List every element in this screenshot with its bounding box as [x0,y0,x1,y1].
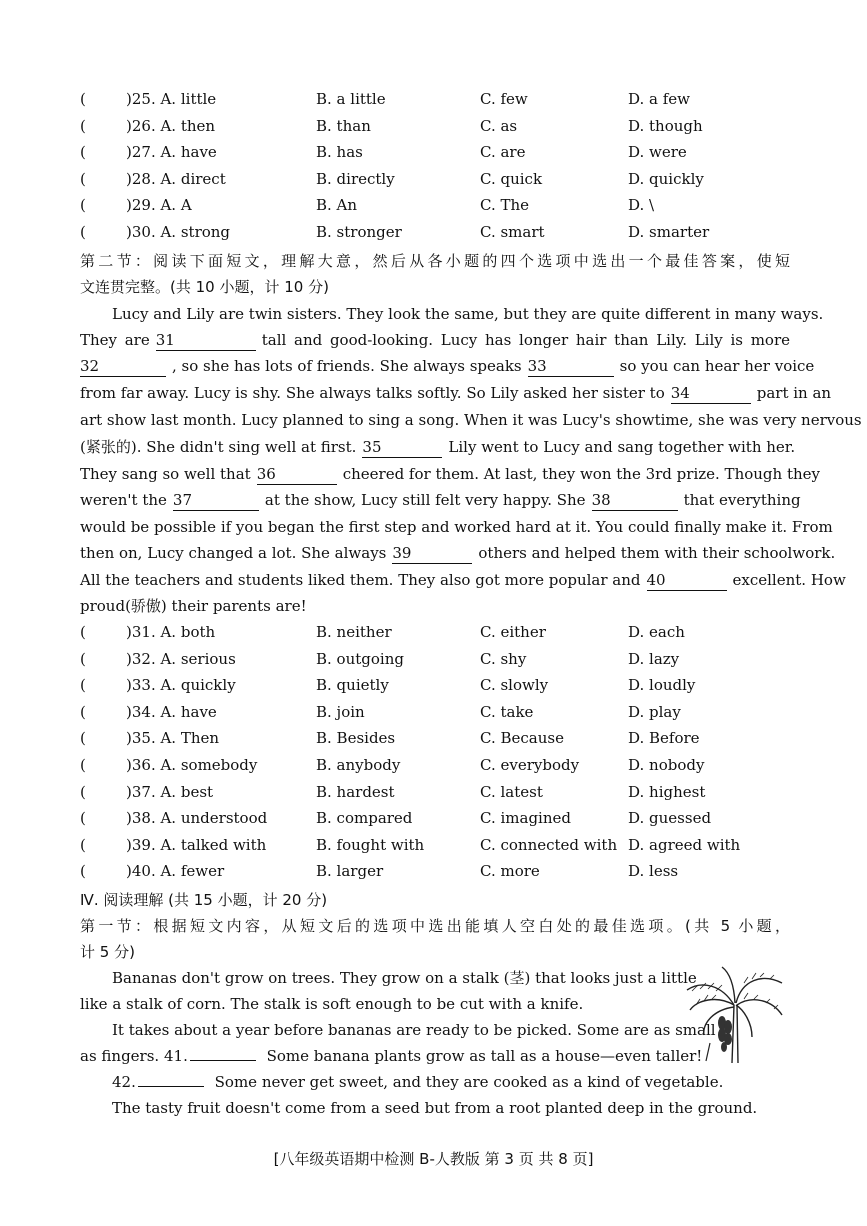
answer-bracket[interactable]: ( [80,196,86,215]
passage-line [80,353,815,379]
answer-bracket[interactable]: ( [80,143,86,162]
passage-line [80,461,820,487]
option-d: D. play [628,702,681,721]
option-d: D. highest [628,782,706,801]
option-c: C. latest [480,782,543,801]
passage-text: so you can hear her voice [619,357,815,375]
passage-line [80,434,796,460]
option-a: )33. A. quickly [126,676,236,695]
option-c: C. connected with [480,835,618,854]
answer-bracket[interactable]: ( [80,676,86,695]
passage-line [80,327,790,353]
option-c: C. shy [480,649,527,668]
answer-bracket[interactable]: ( [80,729,86,748]
option-b: B. hardest [316,782,395,801]
passage-text: cheered for them. At last, they won the 3rd prize. Though they [342,465,820,483]
passage-line [80,540,836,566]
answer-bracket[interactable]: ( [80,702,86,721]
option-b: B. anybody [316,756,401,774]
passage-line [80,487,801,513]
answer-bracket[interactable]: ( [80,649,86,668]
option-b: B. neither [316,623,392,641]
passage-text: Lily went to Lucy and sang together with her. [448,438,796,456]
question-row [80,87,792,111]
option-a: )37. A. best [126,782,214,801]
option-b: B. Besides [316,729,396,748]
passage-text: , so she has lots of friends. She always speaks [172,357,522,375]
passage-line: art show last month. Lucy planned to sing a song. When it was Lucy's showtime, she was very nervous [80,411,862,429]
blank-31[interactable]: 31 [156,330,256,351]
blank-39[interactable]: 39 [392,543,472,564]
option-a: )25. A. little [126,90,217,108]
option-a: )31. A. both [126,623,216,641]
passage-text: part in an [756,384,832,402]
blank-33[interactable]: 33 [528,356,614,377]
passage-text: weren't the [80,491,167,509]
question-row [80,114,792,138]
option-b: B. has [316,143,363,162]
section2-instruction-1: 第二节：阅读下面短文，理解大意，然后从各小题的四个选项中选出一个最佳答案，使短 [80,252,790,270]
blank-37[interactable]: 37 [173,490,259,511]
blank-34[interactable]: 34 [671,383,751,404]
blank-41[interactable] [190,1060,256,1061]
part4-heading: Ⅳ. 阅读理解 (共 15 小题，计 20 分) [80,891,328,909]
question-row [80,620,792,644]
option-d: D. though [628,116,703,135]
passage-line: would be possible if you began the first step and worked hard at it. You could finally make it. From [80,518,833,536]
option-c: C. quick [480,169,543,188]
answer-bracket[interactable]: ( [80,756,86,774]
passage-text: They sang so well that [80,465,251,483]
passage-text: that everything [683,491,801,509]
option-d: D. loudly [628,676,696,695]
blank-42[interactable] [138,1086,204,1087]
option-b: B. stronger [316,223,402,241]
option-a: )35. A. Then [126,729,220,748]
option-b: B. larger [316,862,384,881]
answer-bracket[interactable]: ( [80,809,86,828]
reading-line: It takes about a year before bananas are ready to be picked. Some are as small [112,1021,716,1039]
answer-bracket[interactable]: ( [80,90,86,108]
question-row [80,753,792,777]
blank-42-label: 42. [112,1073,136,1091]
answer-bracket[interactable]: ( [80,782,86,801]
question-row [80,673,792,697]
option-b: B. fought with [316,835,425,854]
option-d: D. agreed with [628,835,741,854]
option-d: D. Before [628,729,700,748]
reading-line [80,1069,790,1095]
passage-text: at the show, Lucy still felt very happy. She [264,491,586,509]
reading-line: Bananas don't grow on trees. They grow on a stalk (茎) that looks just a little [112,969,697,987]
option-c: C. Because [480,729,564,748]
option-a: )40. A. fewer [126,862,225,881]
passage-text: All the teachers and students liked them. They also got more popular and [80,571,641,589]
option-b: B. than [316,116,371,135]
option-a: )29. A. A [126,196,192,215]
option-d: D. a few [628,90,691,108]
option-c: C. smart [480,223,545,241]
option-b: B. compared [316,809,413,828]
question-row [80,859,792,883]
option-d: D. lazy [628,649,680,668]
option-a: )34. A. have [126,702,217,721]
option-b: B. join [316,702,365,721]
passage-text: others and helped them with their schoolwork. [478,544,836,562]
option-a: )27. A. have [126,143,217,162]
reading-text: Some never get sweet, and they are cooked as a kind of vegetable. [214,1073,724,1091]
option-d: D. guessed [628,809,712,828]
answer-bracket[interactable]: ( [80,116,86,135]
passage-text: They are [80,331,150,349]
reading-text: Some banana plants grow as tall as a house—even taller! [266,1047,703,1065]
option-c: C. more [480,862,540,881]
part4-instruction-1: 第一节：根据短文内容，从短文后的选项中选出能填人空白处的最佳选项。(共 5 小题， [80,917,790,935]
option-c: C. slowly [480,676,549,695]
question-row [80,806,792,830]
blank-38[interactable]: 38 [592,490,678,511]
passage-line [80,567,846,593]
reading-line: The tasty fruit doesn't come from a seed but from a root planted deep in the ground. [112,1099,758,1117]
answer-bracket[interactable]: ( [80,623,86,641]
option-b: B. outgoing [316,649,404,668]
option-c: C. few [480,90,528,108]
question-row [80,833,792,857]
question-row [80,193,792,217]
option-c: C. are [480,143,526,162]
option-c: C. take [480,702,534,721]
option-a: )28. A. direct [126,169,226,188]
option-d: D. nobody [628,756,705,774]
blank-41-label: 41. [163,1047,188,1065]
reading-line: like a stalk of corn. The stalk is soft enough to be cut with a knife. [80,995,584,1013]
option-a: )26. A. then [126,116,216,135]
question-row [80,220,792,244]
blank-40[interactable]: 40 [647,570,727,591]
option-c: C. either [480,623,546,641]
option-a: )39. A. talked with [126,835,267,854]
passage-line [80,380,832,406]
option-a: )38. A. understood [126,809,268,828]
question-row [80,726,792,750]
option-d: D. quickly [628,169,704,188]
question-row [80,780,792,804]
option-d: D. each [628,623,685,641]
option-d: D. less [628,862,679,881]
option-d: D. \ [628,196,655,215]
answer-bracket[interactable]: ( [80,223,86,241]
option-b: B. An [316,196,358,215]
blank-36[interactable]: 36 [257,464,337,485]
question-row [80,140,792,164]
option-c: C. as [480,116,518,135]
passage-text: (紧张的). She didn't sing well at first. [80,438,357,456]
option-d: D. were [628,143,687,162]
passage-line: Lucy and Lily are twin sisters. They look the same, but they are quite different in many ways. [112,305,824,323]
answer-bracket[interactable]: ( [80,169,86,188]
page-footer: [八年级英语期中检测 B-人教版 第 3 页 共 8 页] [273,1150,594,1168]
passage-text: then on, Lucy changed a lot. She always [80,544,387,562]
option-d: D. smarter [628,223,710,241]
blank-35[interactable]: 35 [362,437,442,458]
banana-plant-illustration [682,965,786,1065]
question-row [80,647,792,671]
option-c: C. The [480,196,530,215]
passage-line: proud(骄傲) their parents are! [80,597,307,615]
question-row [80,700,792,724]
passage-text: excellent. How [732,571,846,589]
reading-line [80,1043,703,1069]
option-c: C. everybody [480,756,580,774]
option-b: B. a little [316,90,386,108]
answer-bracket[interactable]: ( [80,835,86,854]
section2-instruction-2: 文连贯完整。(共 10 小题，计 10 分) [80,278,329,296]
option-a: )36. A. somebody [126,756,258,774]
part4-instruction-2: 计 5 分) [80,943,135,961]
reading-text: as fingers. [80,1047,160,1065]
passage-text: from far away. Lucy is shy. She always talks softly. So Lily asked her sister to [80,384,665,402]
answer-bracket[interactable]: ( [80,862,86,881]
passage-text: tall and good-looking. Lucy has longer hair than Lily. Lily is more [261,331,790,349]
blank-32[interactable]: 32 [80,356,166,377]
option-c: C. imagined [480,809,571,828]
option-b: B. directly [316,169,395,188]
option-b: B. quietly [316,676,389,695]
question-row [80,167,792,191]
option-a: )30. A. strong [126,223,231,241]
option-a: )32. A. serious [126,649,236,668]
